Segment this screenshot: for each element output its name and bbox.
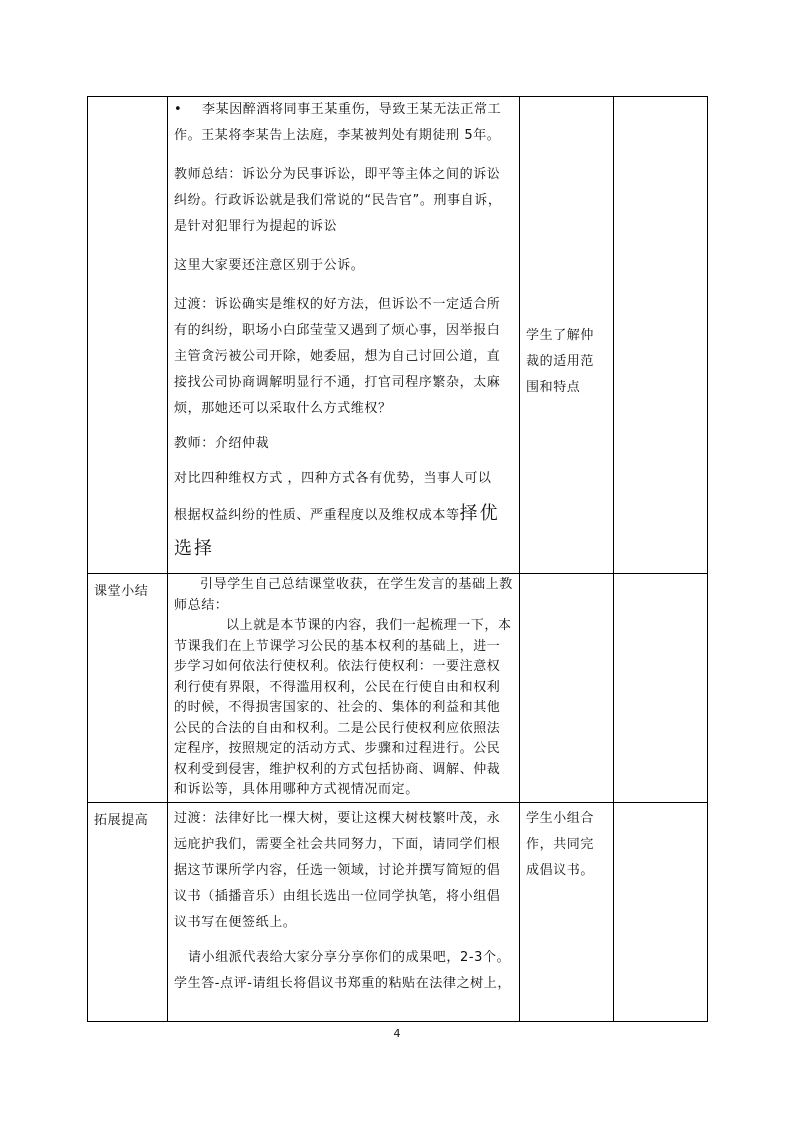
compare-line-2 [174, 501, 513, 529]
compare-line-1: 对比四种维权方式 ，四种方式各有优势，当事人可以 [174, 471, 492, 486]
compare-text: 根据权益纠纷的性质、严重程度以及维权成本等 [174, 508, 460, 523]
section-label-summary: 课堂小结 [94, 584, 149, 599]
student-activity-cell [520, 97, 614, 574]
compare-emphasis-2: 选择 [174, 538, 214, 559]
extension-activity-text: 学生小组合作，共同完成倡议书。 [526, 811, 595, 878]
extension-transition-paragraph: 过渡：法律好比一棵大树，要让这棵大树枝繁叶茂，永远庇护我们，需要全社会共同努力，下面，请同学们根据这节课所学内容，任选一领域，讨论并撰写简短的倡议书（插播音乐）由组长选出一位同学执笔，将小组倡议书写在便签纸上。 [174, 811, 501, 930]
extension-share-paragraph: 请小组派代表给大家分享分享你们的成果吧，2-3个。学生答-点评-请组长将倡议书郑重的粘贴在法律之树上， [174, 950, 511, 991]
section-label-cell-empty [88, 97, 168, 574]
extension-content-cell [168, 803, 520, 1022]
bullet-icon: • [174, 102, 183, 117]
lesson-plan-table [87, 96, 708, 1022]
teaching-process-cell [168, 97, 520, 574]
summary-intro-paragraph: 引导学生自己总结课堂收获，在学生发言的基础上教师总结： [174, 577, 513, 613]
case-text: 李某因醉酒将同事王某重伤，导致王某无法正常工作。王某将李某告上法庭，李某被判处有期徒刑 5年。 [174, 102, 502, 143]
extension-activity-cell [520, 803, 614, 1022]
summary-intent-cell-empty [614, 574, 708, 803]
table-row-summary [88, 574, 708, 803]
student-activity-text: 学生了解仲裁的适用范围和特点 [526, 328, 595, 395]
table-row-extension [88, 803, 708, 1022]
teacher-summary-paragraph: 教师总结：诉讼分为民事诉讼，即平等主体之间的诉讼纠纷。行政诉讼就是我们常说的“民告官”。刑事自诉，是针对犯罪行为提起的诉讼 [174, 167, 502, 234]
page-number: 4 [393, 1027, 401, 1040]
section-label-cell [88, 803, 168, 1022]
transition-paragraph: 过渡：诉讼确实是维权的好方法，但诉讼不一定适合所有的纠纷，职场小白邱莹莹又遇到了烦心事，因举报白主管贪污被公司开除，她委屈，想为自己讨回公道，直接找公司协商调解明显行不通，打官司程序繁杂，太麻烦，那她还可以采取什么方式维权？ [174, 297, 501, 416]
case-paragraph [174, 97, 513, 149]
compare-line-3 [174, 529, 513, 571]
summary-content-cell [168, 574, 520, 803]
extension-intent-cell-empty [614, 803, 708, 1022]
summary-activity-cell-empty [520, 574, 614, 803]
summary-body-paragraph: 以上就是本节课的内容，我们一起梳理一下，本节课我们在上节课学习公民的基本权利的基础上，进一步学习如何依法行使权利。依法行使权利：一要注意权利行使有界限，不得滥用权利，公民在行使自由和权利的时候，不得损害国家的、社会的、集体的利益和其他公民的合法的自由和权利。二是公民行使权利应依照法定程序，按照规定的活动方式、步骤和过程进行。公民权利受到侵害，维护权利的方式包括协商、调解、仲裁和诉讼等，具体用哪种方式视情况而定。 [174, 618, 512, 797]
table-row-process [88, 97, 708, 574]
compare-emphasis-1: 择优 [459, 503, 500, 524]
section-label-extension: 拓展提高 [94, 813, 149, 828]
teacher-intro-paragraph: 教师：介绍仲裁 [174, 436, 270, 451]
section-label-cell [88, 574, 168, 803]
note-paragraph: 这里大家要还注意区别于公诉。 [174, 258, 365, 273]
design-intent-cell-empty [614, 97, 708, 574]
